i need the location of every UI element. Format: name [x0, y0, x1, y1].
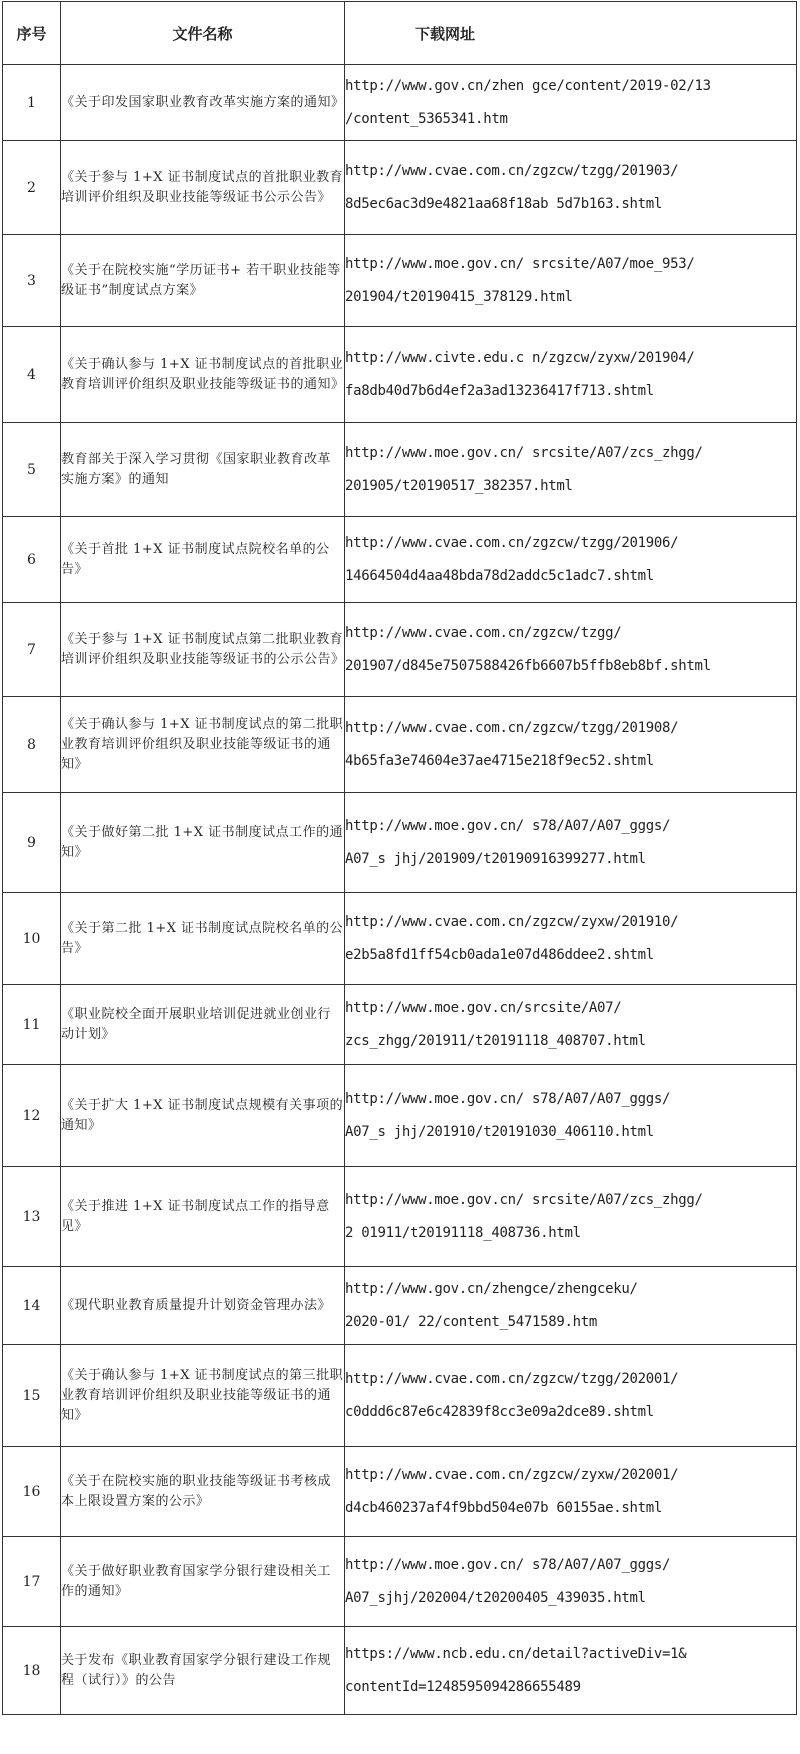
url-line-2[interactable]: e2b5a8fd1ff54cb0ada1e07d486ddee2.shtml — [345, 946, 654, 963]
table-row — [3, 423, 797, 517]
url-line-2[interactable]: 8d5ec6ac3d9e4821aa68f18ab 5d7b163.shtml — [345, 195, 663, 212]
url-line-2[interactable]: c0ddd6c87e6c42839f8cc3e09a2dce89.shtml — [345, 1403, 654, 1420]
url-line-1[interactable]: http://www.moe.gov.cn/ srcsite/A07/zcs_zhgg/ — [345, 444, 703, 461]
url-line-2[interactable]: zcs_zhgg/201911/t20191118_408707.html — [345, 1032, 646, 1049]
table-row — [3, 697, 797, 793]
url-line-2[interactable]: fa8db40d7b6d4ef2a3ad13236417f713.shtml — [345, 382, 654, 399]
url-line-2[interactable]: 201907/d845e7507588426fb6607b5ffb8eb8bf.shtml — [345, 657, 711, 674]
url-line-1[interactable]: http://www.cvae.com.cn/zgzcw/zyxw/201910/ — [345, 913, 679, 930]
file-name: 《关于确认参与 1+X 证书制度试点的第二批职业教育培训评价组织及职业技能等级证书的通知》 — [61, 697, 345, 793]
download-url[interactable] — [345, 235, 797, 327]
file-name: 《现代职业教育质量提升计划资金管理办法》 — [61, 1267, 345, 1345]
url-line-2[interactable]: 201904/t20190415_378129.html — [345, 288, 573, 305]
row-index: 3 — [3, 235, 61, 327]
row-index: 17 — [3, 1537, 61, 1627]
url-line-2[interactable]: 14664504d4aa48bda78d2addc5c1adc7.shtml — [345, 567, 654, 584]
table-row — [3, 327, 797, 423]
url-line-1[interactable]: http://www.civte.edu.c n/zgzcw/zyxw/201904/ — [345, 349, 695, 366]
file-name: 《关于做好第二批 1+X 证书制度试点工作的通知》 — [61, 793, 345, 893]
url-line-1[interactable]: http://www.gov.cn/zhen gce/content/2019-02/13 — [345, 77, 711, 94]
url-line-1[interactable]: http://www.cvae.com.cn/zgzcw/tzgg/202001/ — [345, 1370, 679, 1387]
download-url[interactable] — [345, 893, 797, 985]
row-index: 2 — [3, 141, 61, 235]
url-line-1[interactable]: http://www.cvae.com.cn/zgzcw/tzgg/201906/ — [345, 534, 679, 551]
download-url[interactable] — [345, 141, 797, 235]
file-name: 《关于第二批 1+X 证书制度试点院校名单的公告》 — [61, 893, 345, 985]
download-url[interactable] — [345, 793, 797, 893]
download-url[interactable] — [345, 1345, 797, 1447]
url-line-1[interactable]: http://www.cvae.com.cn/zgzcw/zyxw/202001/ — [345, 1466, 679, 1483]
file-name: 《关于推进 1+X 证书制度试点工作的指导意见》 — [61, 1167, 345, 1267]
table-row — [3, 985, 797, 1065]
row-index: 11 — [3, 985, 61, 1065]
download-url[interactable] — [345, 1167, 797, 1267]
url-line-1[interactable]: http://www.moe.gov.cn/ s78/A07/A07_gggs/ — [345, 1556, 671, 1573]
url-line-2[interactable]: A07_s jhj/201909/t20190916399277.html — [345, 850, 646, 867]
table-row — [3, 1537, 797, 1627]
header-file-name: 文件名称 — [61, 2, 345, 65]
row-index: 7 — [3, 603, 61, 697]
url-line-1[interactable]: http://www.cvae.com.cn/zgzcw/tzgg/ — [345, 624, 622, 641]
file-name: 《关于确认参与 1+X 证书制度试点的第三批职业教育培训评价组织及职业技能等级证书的通知》 — [61, 1345, 345, 1447]
row-index: 1 — [3, 65, 61, 141]
table-row — [3, 1267, 797, 1345]
file-name: 《关于在院校实施“学历证书+ 若干职业技能等级证书”制度试点方案》 — [61, 235, 345, 327]
table-row — [3, 1627, 797, 1715]
table-row — [3, 1167, 797, 1267]
download-url[interactable] — [345, 517, 797, 603]
url-line-1[interactable]: http://www.moe.gov.cn/ s78/A07/A07_gggs/ — [345, 817, 671, 834]
row-index: 5 — [3, 423, 61, 517]
row-index: 9 — [3, 793, 61, 893]
url-line-2[interactable]: 2020-01/ 22/content_5471589.htm — [345, 1313, 597, 1330]
url-line-2[interactable]: /content_5365341.htm — [345, 110, 508, 127]
url-line-2[interactable]: 2 01911/t20191118_408736.html — [345, 1224, 581, 1241]
file-name: 《关于参与 1+X 证书制度试点第二批职业教育培训评价组织及职业技能等级证书的公示公告》 — [61, 603, 345, 697]
file-name: 《关于扩大 1+X 证书制度试点规模有关事项的通知》 — [61, 1065, 345, 1167]
header-index: 序号 — [3, 2, 61, 65]
row-index: 18 — [3, 1627, 61, 1715]
download-url[interactable] — [345, 603, 797, 697]
table-row — [3, 235, 797, 327]
table-row — [3, 517, 797, 603]
file-name: 教育部关于深入学习贯彻《国家职业教育改革实施方案》的通知 — [61, 423, 345, 517]
file-name: 《关于首批 1+X 证书制度试点院校名单的公告》 — [61, 517, 345, 603]
row-index: 14 — [3, 1267, 61, 1345]
document-table — [2, 1, 797, 1715]
table-row — [3, 1345, 797, 1447]
file-name: 《关于参与 1+X 证书制度试点的首批职业教育培训评价组织及职业技能等级证书公示公告》 — [61, 141, 345, 235]
table-row — [3, 141, 797, 235]
header-download-url: 下载网址 — [345, 2, 797, 65]
url-line-2[interactable]: 4b65fa3e74604e37ae4715e218f9ec52.shtml — [345, 752, 654, 769]
row-index: 10 — [3, 893, 61, 985]
file-name: 《关于确认参与 1+X 证书制度试点的首批职业教育培训评价组织及职业技能等级证书的通知》 — [61, 327, 345, 423]
url-line-2[interactable]: 201905/t20190517_382357.html — [345, 477, 573, 494]
row-index: 12 — [3, 1065, 61, 1167]
file-name: 《关于在院校实施的职业技能等级证书考核成本上限设置方案的公示》 — [61, 1447, 345, 1537]
url-line-1[interactable]: http://www.gov.cn/zhengce/zhengceku/ — [345, 1280, 638, 1297]
table-row — [3, 893, 797, 985]
download-url[interactable] — [345, 423, 797, 517]
table-row — [3, 793, 797, 893]
download-url[interactable] — [345, 1627, 797, 1715]
table-row — [3, 65, 797, 141]
download-url[interactable] — [345, 1447, 797, 1537]
header-row — [3, 2, 797, 65]
table-row — [3, 1447, 797, 1537]
download-url[interactable] — [345, 1267, 797, 1345]
download-url[interactable] — [345, 65, 797, 141]
url-line-1[interactable]: http://www.moe.gov.cn/ srcsite/A07/moe_953/ — [345, 255, 695, 272]
row-index: 4 — [3, 327, 61, 423]
url-line-2[interactable]: d4cb460237af4f9bbd504e07b 60155ae.shtml — [345, 1499, 663, 1516]
url-line-1[interactable]: http://www.cvae.com.cn/zgzcw/tzgg/201908/ — [345, 719, 679, 736]
file-name: 《关于印发国家职业教育改革实施方案的通知》 — [61, 65, 345, 141]
row-index: 13 — [3, 1167, 61, 1267]
row-index: 6 — [3, 517, 61, 603]
file-name: 关于发布《职业教育国家学分银行建设工作规程（试行）》的公告 — [61, 1627, 345, 1715]
download-url[interactable] — [345, 1065, 797, 1167]
download-url[interactable] — [345, 327, 797, 423]
url-line-1[interactable]: http://www.moe.gov.cn/ srcsite/A07/zcs_zhgg/ — [345, 1191, 703, 1208]
table-row — [3, 1065, 797, 1167]
file-name: 《关于做好职业教育国家学分银行建设相关工作的通知》 — [61, 1537, 345, 1627]
download-url[interactable] — [345, 1537, 797, 1627]
url-line-2[interactable]: contentId=1248595094286655489 — [345, 1678, 581, 1695]
url-line-2[interactable]: A07_s jhj/201910/t20191030_406110.html — [345, 1123, 654, 1140]
url-line-1[interactable]: https://www.ncb.edu.cn/detail?activeDiv=1& — [345, 1645, 687, 1662]
row-index: 16 — [3, 1447, 61, 1537]
download-url[interactable] — [345, 985, 797, 1065]
download-url[interactable] — [345, 697, 797, 793]
row-index: 15 — [3, 1345, 61, 1447]
file-name: 《职业院校全面开展职业培训促进就业创业行动计划》 — [61, 985, 345, 1065]
url-line-1[interactable]: http://www.moe.gov.cn/srcsite/A07/ — [345, 999, 622, 1016]
url-line-2[interactable]: A07_sjhj/202004/t20200405_439035.html — [345, 1589, 646, 1606]
row-index: 8 — [3, 697, 61, 793]
url-line-1[interactable]: http://www.cvae.com.cn/zgzcw/tzgg/201903/ — [345, 162, 679, 179]
url-line-1[interactable]: http://www.moe.gov.cn/ s78/A07/A07_gggs/ — [345, 1090, 671, 1107]
table-row — [3, 603, 797, 697]
